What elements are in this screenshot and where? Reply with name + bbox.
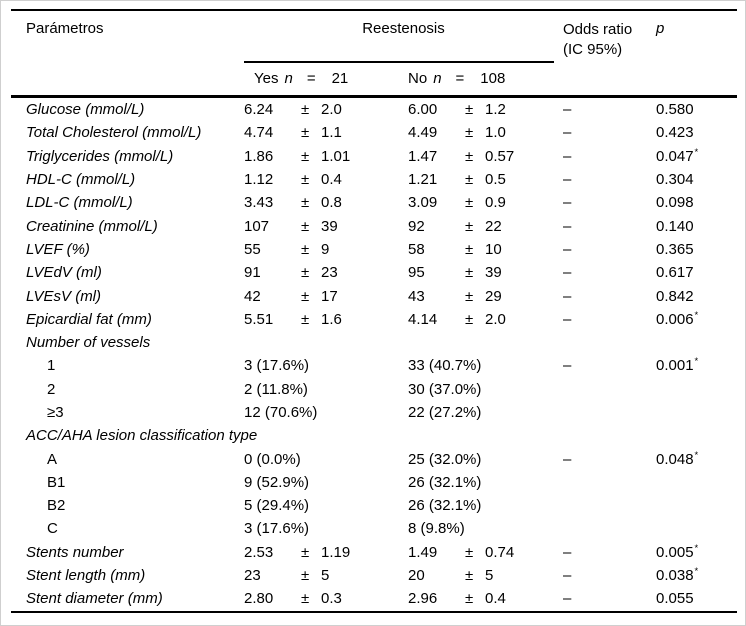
p-value <box>656 334 737 351</box>
yes-value <box>244 124 408 141</box>
col-header-no <box>408 70 563 87</box>
plus-minus-sign: ± <box>301 287 310 305</box>
p-value <box>656 264 737 281</box>
odds-ratio-value: – <box>563 287 572 305</box>
plus-minus-sign: ± <box>301 217 310 235</box>
p-number: 0.047 <box>656 147 694 165</box>
p-value <box>656 590 737 607</box>
mean-value: 92 <box>408 217 425 235</box>
row-label: Stent length (mm) <box>26 567 146 585</box>
plus-minus-sign: ± <box>465 310 474 328</box>
yes-value <box>244 590 408 607</box>
plus-minus-sign: ± <box>301 590 310 608</box>
yes-value <box>244 451 408 468</box>
odds-ratio-value: – <box>563 147 572 165</box>
mean-value: 2.80 <box>244 590 274 608</box>
mean-value: 1.86 <box>244 147 274 165</box>
row-label: HDL-C (mmol/L) <box>26 171 136 189</box>
no-value <box>408 311 563 328</box>
section-header-row <box>11 424 737 447</box>
no-n-symbol: n <box>433 70 442 87</box>
table-row <box>11 471 737 494</box>
no-value <box>408 404 563 421</box>
reestenosis-underline-rule <box>244 61 554 63</box>
p-number: 0.048 <box>656 450 694 468</box>
plus-minus-sign: ± <box>301 264 310 282</box>
mean-value: 3.43 <box>244 194 274 212</box>
plus-minus-sign: ± <box>465 101 474 119</box>
mean-value: 58 <box>408 240 425 258</box>
count-percentage-value: 22 (27.2%) <box>408 404 482 421</box>
no-value <box>408 288 563 305</box>
p-value <box>656 241 737 258</box>
reestenosis-statistics-table <box>11 9 737 613</box>
row-label: LVEdV (ml) <box>26 264 102 282</box>
table-row <box>11 541 737 564</box>
yes-value <box>244 404 408 421</box>
odds-ratio-value: – <box>563 194 572 212</box>
p-value <box>656 101 737 118</box>
plus-minus-sign: ± <box>301 147 310 165</box>
sd-value: 9 <box>321 240 330 258</box>
no-value <box>408 194 563 211</box>
sd-value: 5 <box>485 567 494 585</box>
odds-ratio-value: – <box>563 357 572 375</box>
yes-value <box>244 241 408 258</box>
significance-asterisk: * <box>694 449 699 461</box>
plus-minus-sign: ± <box>465 543 474 561</box>
table-row <box>11 517 737 540</box>
row-label: Stents number <box>26 543 124 561</box>
count-percentage-value: 33 (40.7%) <box>408 357 482 375</box>
sd-value: 39 <box>485 264 502 282</box>
sd-value: 1.01 <box>321 147 351 165</box>
no-value <box>408 241 563 258</box>
significance-asterisk: * <box>694 146 699 158</box>
count-percentage-value: 26 (32.1%) <box>408 473 482 491</box>
yes-value <box>244 311 408 328</box>
p-number: 0.842 <box>656 287 694 305</box>
row-label: Total Cholesterol (mmol/L) <box>26 124 202 142</box>
table-row <box>11 121 737 144</box>
mean-value: 3.09 <box>408 194 438 212</box>
yes-value <box>244 288 408 305</box>
mean-value: 2.96 <box>408 590 438 608</box>
mean-value: 20 <box>408 567 425 585</box>
row-label: Number of vessels <box>26 334 151 352</box>
mean-value: 1.12 <box>244 171 274 189</box>
sd-value: 1.6 <box>321 310 342 328</box>
section-header-row <box>11 331 737 354</box>
mean-value: 42 <box>244 287 261 305</box>
count-percentage-value: 5 (29.4%) <box>244 497 310 515</box>
table-row <box>11 168 737 191</box>
mean-value: 55 <box>244 240 261 258</box>
row-label: Creatinine (mmol/L) <box>26 217 158 235</box>
count-percentage-value: 30 (37.0%) <box>408 380 482 398</box>
sd-value: 29 <box>485 287 502 305</box>
p-value <box>656 311 737 328</box>
sd-value: 23 <box>321 264 338 282</box>
plus-minus-sign: ± <box>301 101 310 119</box>
p-value <box>656 357 737 374</box>
significance-asterisk: * <box>694 356 699 368</box>
no-count: 108 <box>480 70 506 87</box>
yes-value <box>244 264 408 281</box>
p-value <box>656 148 737 165</box>
sd-value: 2.0 <box>485 310 506 328</box>
table-body <box>11 98 737 611</box>
sd-value: 2.0 <box>321 101 342 119</box>
count-percentage-value: 25 (32.0%) <box>408 450 482 468</box>
count-percentage-value: 8 (9.8%) <box>408 520 465 538</box>
row-label: Glucose (mmol/L) <box>26 101 145 119</box>
sd-value: 17 <box>321 287 338 305</box>
mean-value: 43 <box>408 287 425 305</box>
row-label: B1 <box>47 473 66 491</box>
yes-n-symbol: n <box>284 70 293 87</box>
plus-minus-sign: ± <box>465 217 474 235</box>
yes-value <box>244 148 408 165</box>
mean-value: 6.24 <box>244 101 274 119</box>
p-value <box>656 288 737 305</box>
odds-ratio-value: – <box>563 217 572 235</box>
p-value <box>656 427 737 444</box>
subheader-row <box>244 70 563 87</box>
odds-ratio-value: – <box>563 264 572 282</box>
odds-ratio-value: – <box>563 124 572 142</box>
table-row <box>11 308 737 331</box>
table-row <box>11 214 737 237</box>
odds-ratio-value: – <box>563 543 572 561</box>
col-header-yes <box>244 70 408 87</box>
sd-value: 1.1 <box>321 124 342 142</box>
mean-value: 1.49 <box>408 543 438 561</box>
significance-asterisk: * <box>694 542 699 554</box>
no-value <box>408 381 563 398</box>
count-percentage-value: 3 (17.6%) <box>244 357 310 375</box>
sd-value: 1.0 <box>485 124 506 142</box>
no-value <box>408 497 563 514</box>
mean-value: 95 <box>408 264 425 282</box>
yes-value <box>244 497 408 514</box>
table-row <box>11 98 737 121</box>
yes-value <box>244 171 408 188</box>
mean-value: 91 <box>244 264 261 282</box>
table-row <box>11 378 737 401</box>
odds-ratio-value: – <box>563 567 572 585</box>
p-number: 0.580 <box>656 101 694 119</box>
odds-ratio-line1: Odds ratio <box>563 21 633 38</box>
sd-value: 39 <box>321 217 338 235</box>
yes-value <box>244 544 408 561</box>
p-value <box>656 520 737 537</box>
p-number: 0.140 <box>656 217 694 235</box>
no-value <box>408 148 563 165</box>
plus-minus-sign: ± <box>301 240 310 258</box>
yes-value <box>244 101 408 118</box>
significance-asterisk: * <box>694 309 699 321</box>
row-label: ≥3 <box>47 404 64 421</box>
plus-minus-sign: ± <box>465 240 474 258</box>
row-label: LVEF (%) <box>26 240 90 258</box>
p-value <box>656 567 737 584</box>
sd-value: 1.2 <box>485 101 506 119</box>
p-value <box>656 474 737 491</box>
sd-value: 0.5 <box>485 171 506 189</box>
no-value <box>408 520 563 537</box>
count-percentage-value: 3 (17.6%) <box>244 520 310 538</box>
p-value <box>656 171 737 188</box>
mean-value: 107 <box>244 217 270 235</box>
table-row <box>11 354 737 377</box>
no-value <box>408 171 563 188</box>
yes-value <box>244 218 408 235</box>
no-value <box>408 474 563 491</box>
sd-value: 1.19 <box>321 543 351 561</box>
row-label: 2 <box>47 380 56 398</box>
sd-value: 5 <box>321 567 330 585</box>
no-value <box>408 567 563 584</box>
col-header-p: p <box>656 20 665 37</box>
table-row <box>11 564 737 587</box>
no-value <box>408 451 563 468</box>
p-value <box>656 404 737 421</box>
table-row <box>11 238 737 261</box>
yes-label: Yes <box>254 70 279 87</box>
yes-value <box>244 194 408 211</box>
p-number: 0.304 <box>656 171 694 189</box>
count-percentage-value: 9 (52.9%) <box>244 473 310 491</box>
sd-value: 0.74 <box>485 543 515 561</box>
yes-value <box>244 520 408 537</box>
row-label: Epicardial fat (mm) <box>26 310 152 328</box>
plus-minus-sign: ± <box>465 264 474 282</box>
yes-equals-sign: = <box>306 70 316 87</box>
table-header <box>11 11 737 98</box>
yes-value <box>244 567 408 584</box>
mean-value: 1.21 <box>408 171 438 189</box>
count-percentage-value: 0 (0.0%) <box>244 450 301 468</box>
p-value <box>656 124 737 141</box>
row-label: C <box>47 520 58 538</box>
mean-value: 5.51 <box>244 310 274 328</box>
odds-ratio-value: – <box>563 310 572 328</box>
count-percentage-value: 26 (32.1%) <box>408 497 482 515</box>
mean-value: 23 <box>244 567 261 585</box>
p-number: 0.055 <box>656 590 694 608</box>
plus-minus-sign: ± <box>465 171 474 189</box>
mean-value: 4.14 <box>408 310 438 328</box>
p-number: 0.423 <box>656 124 694 142</box>
odds-ratio-line2: (IC 95%) <box>563 41 623 58</box>
no-equals-sign: = <box>455 70 465 87</box>
p-number: 0.006 <box>656 310 694 328</box>
no-value <box>408 357 563 374</box>
p-value <box>656 218 737 235</box>
p-number: 0.038 <box>656 567 694 585</box>
plus-minus-sign: ± <box>465 287 474 305</box>
count-percentage-value: 2 (11.8%) <box>244 380 308 398</box>
no-value <box>408 544 563 561</box>
plus-minus-sign: ± <box>301 567 310 585</box>
plus-minus-sign: ± <box>301 124 310 142</box>
table-row <box>11 284 737 307</box>
sd-value: 0.3 <box>321 590 342 608</box>
mean-value: 4.74 <box>244 124 274 142</box>
yes-value <box>244 381 408 398</box>
plus-minus-sign: ± <box>301 194 310 212</box>
col-header-parametros: Parámetros <box>26 20 104 37</box>
odds-ratio-value: – <box>563 590 572 608</box>
p-number: 0.365 <box>656 240 694 258</box>
yes-value <box>244 474 408 491</box>
col-header-reestenosis: Reestenosis <box>362 20 445 37</box>
sd-value: 22 <box>485 217 502 235</box>
plus-minus-sign: ± <box>465 124 474 142</box>
p-value <box>656 381 737 398</box>
row-label: 1 <box>47 357 56 375</box>
no-value <box>408 218 563 235</box>
p-value <box>656 194 737 211</box>
row-label: LVEsV (ml) <box>26 287 102 305</box>
sd-value: 0.9 <box>485 194 506 212</box>
no-value <box>408 124 563 141</box>
plus-minus-sign: ± <box>301 310 310 328</box>
p-number: 0.001 <box>656 357 694 375</box>
table-row <box>11 191 737 214</box>
count-percentage-value: 12 (70.6%) <box>244 404 318 421</box>
plus-minus-sign: ± <box>301 171 310 189</box>
table-row <box>11 401 737 424</box>
odds-ratio-value: – <box>563 450 572 468</box>
sd-value: 0.4 <box>321 171 342 189</box>
plus-minus-sign: ± <box>465 567 474 585</box>
p-value <box>656 497 737 514</box>
no-label: No <box>408 70 428 87</box>
significance-asterisk: * <box>694 566 699 578</box>
table-row <box>11 494 737 517</box>
p-value <box>656 544 737 561</box>
row-label: LDL-C (mmol/L) <box>26 194 133 212</box>
mean-value: 6.00 <box>408 101 438 119</box>
p-number: 0.005 <box>656 543 694 561</box>
sd-value: 10 <box>485 240 502 258</box>
odds-ratio-value: – <box>563 171 572 189</box>
plus-minus-sign: ± <box>301 543 310 561</box>
plus-minus-sign: ± <box>465 194 474 212</box>
plus-minus-sign: ± <box>465 590 474 608</box>
sd-value: 0.57 <box>485 147 515 165</box>
row-label: A <box>47 450 58 468</box>
table-row <box>11 261 737 284</box>
plus-minus-sign: ± <box>465 147 474 165</box>
row-label: ACC/AHA lesion classification type <box>26 427 258 445</box>
row-label: Stent diameter (mm) <box>26 590 163 608</box>
p-number: 0.617 <box>656 264 694 282</box>
table-row <box>11 447 737 470</box>
odds-ratio-value: – <box>563 101 572 119</box>
mean-value: 4.49 <box>408 124 438 142</box>
yes-count: 21 <box>331 70 349 87</box>
odds-ratio-value: – <box>563 240 572 258</box>
table-row <box>11 145 737 168</box>
table-row <box>11 587 737 610</box>
p-number: 0.098 <box>656 194 694 212</box>
no-value <box>408 590 563 607</box>
sd-value: 0.4 <box>485 590 506 608</box>
row-label: Triglycerides (mmol/L) <box>26 147 174 165</box>
no-value <box>408 264 563 281</box>
p-value <box>656 451 737 468</box>
mean-value: 1.47 <box>408 147 438 165</box>
sd-value: 0.8 <box>321 194 342 212</box>
row-label: B2 <box>47 497 66 515</box>
yes-value <box>244 357 408 374</box>
no-value <box>408 101 563 118</box>
col-header-odds-ratio <box>563 20 632 60</box>
mean-value: 2.53 <box>244 543 274 561</box>
